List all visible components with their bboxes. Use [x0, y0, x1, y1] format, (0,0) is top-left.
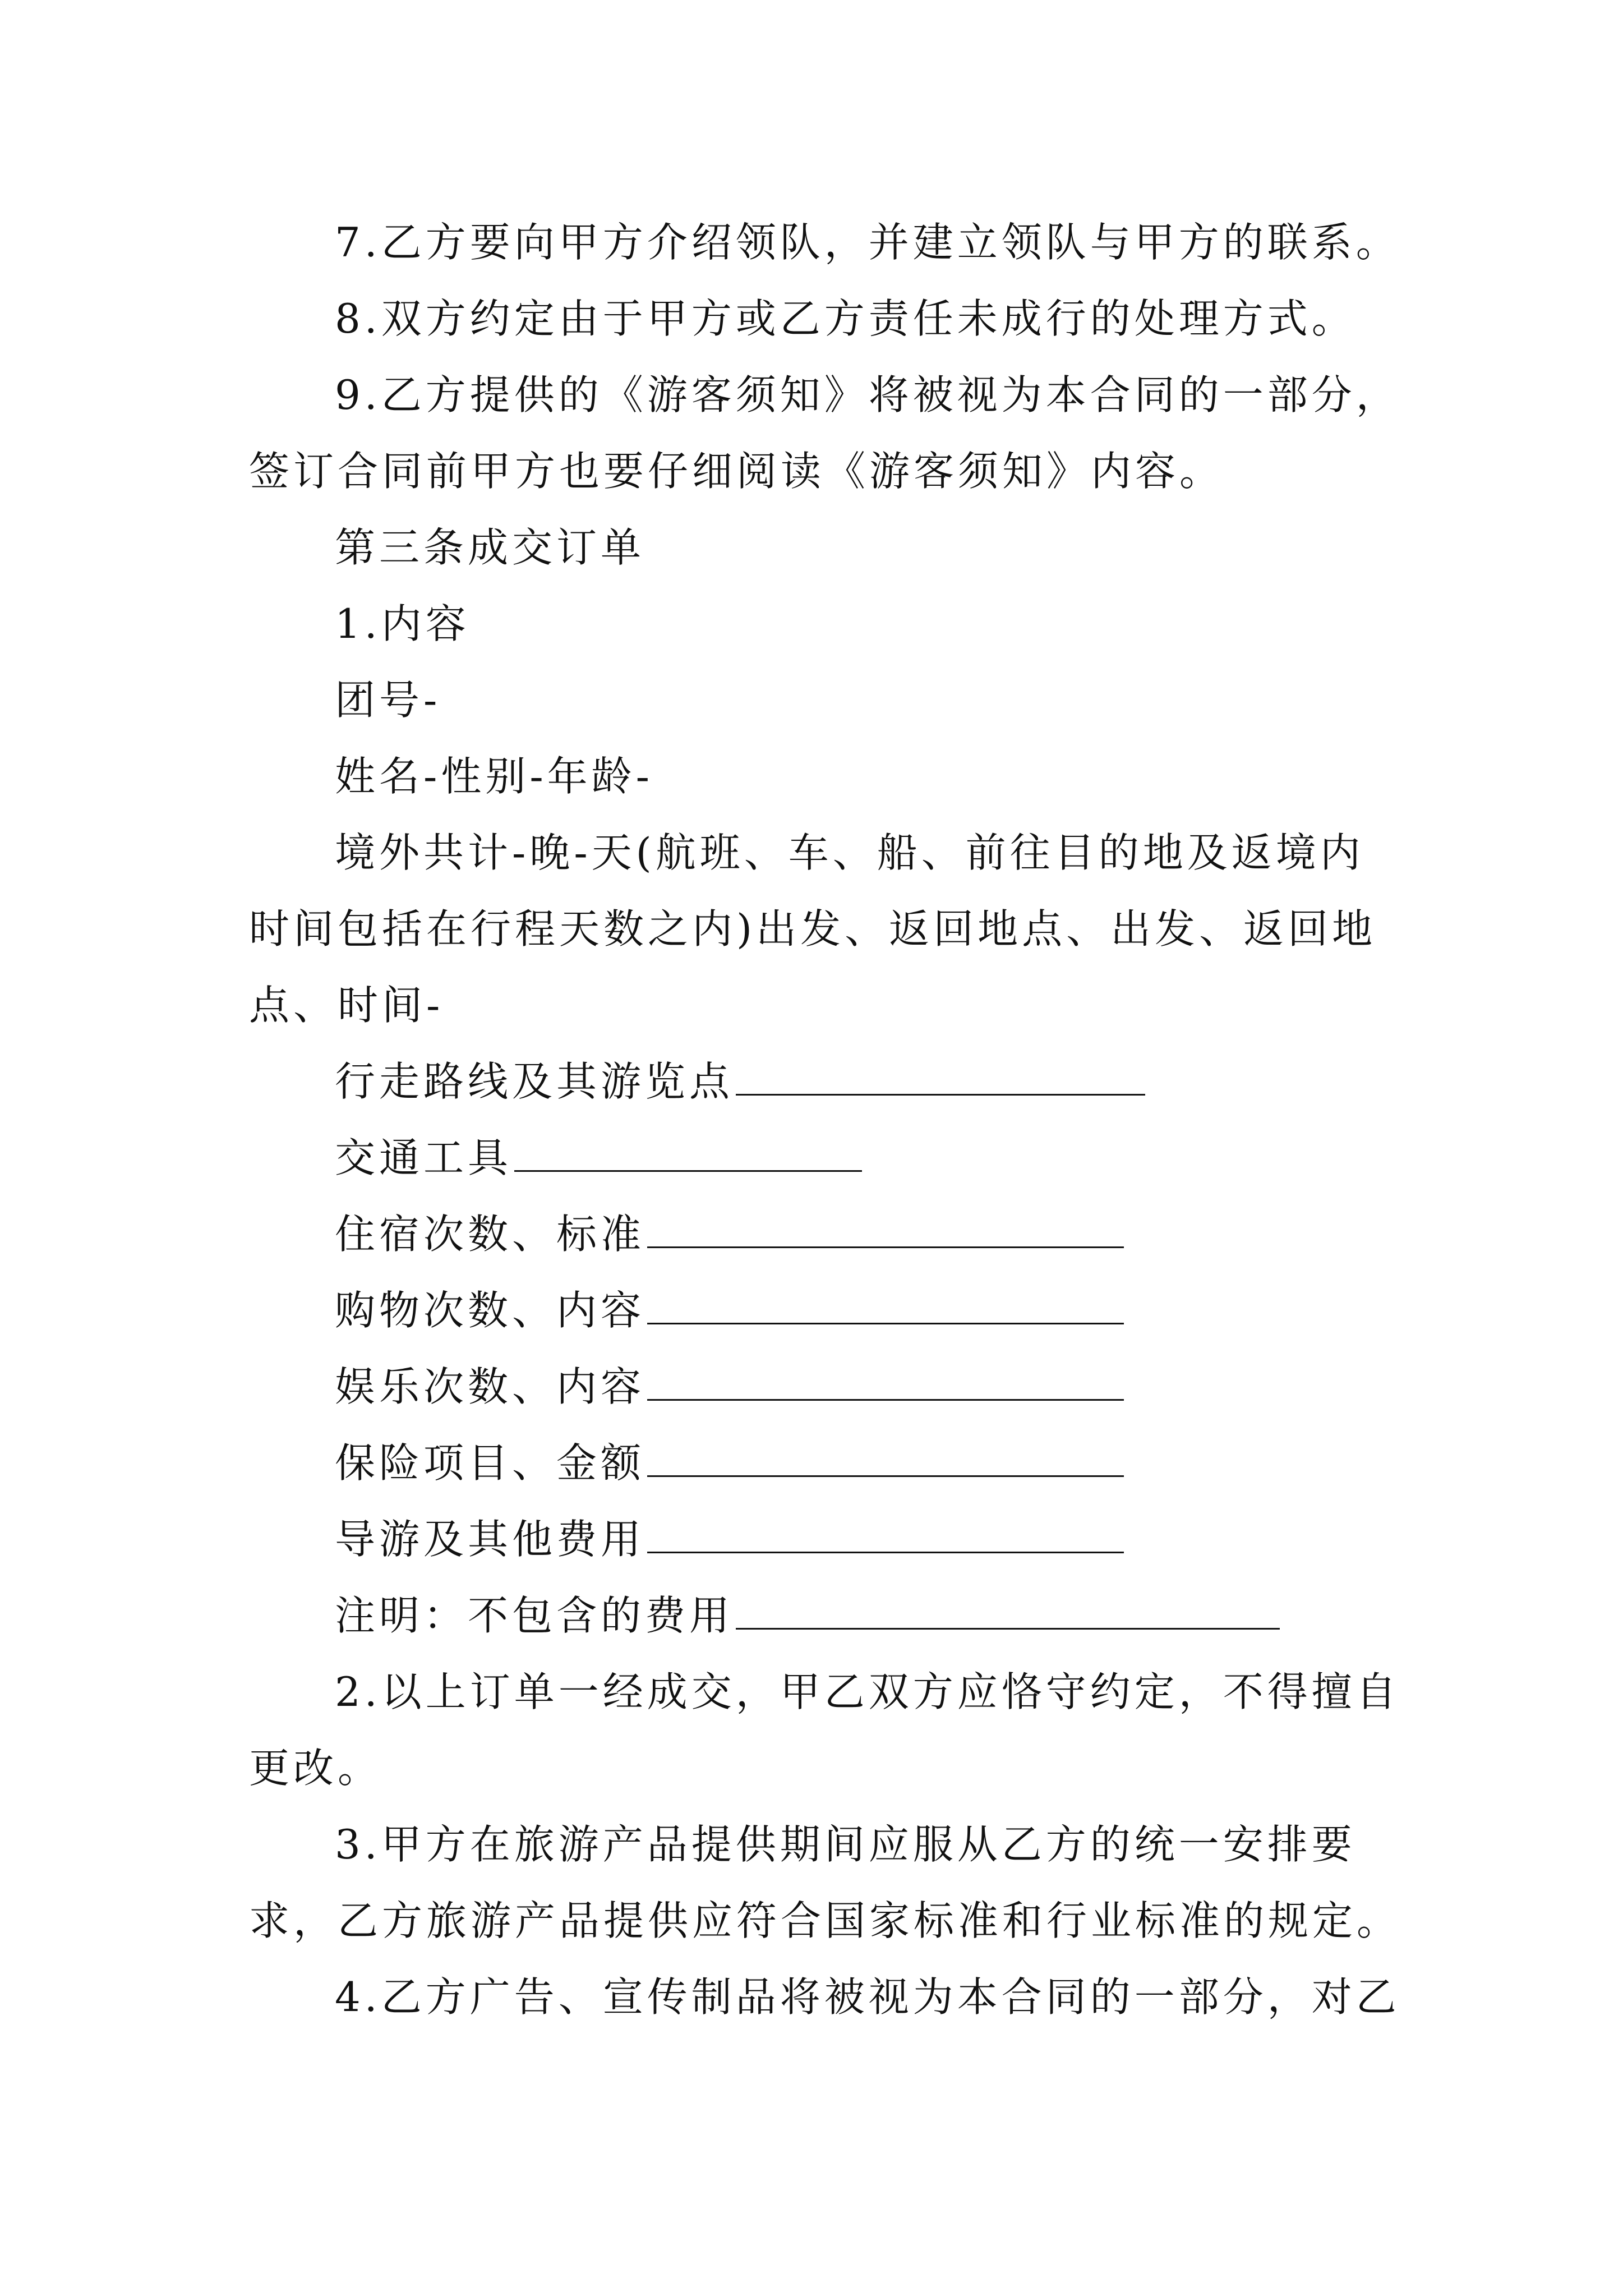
clause-7: 7.乙方要向甲方介绍领队，并建立领队与甲方的联系。: [335, 219, 1400, 266]
entertainment-field: [335, 1359, 1124, 1415]
route-blank[interactable]: [736, 1059, 1145, 1096]
item-3-line-2: 求，乙方旅游产品提供应符合国家标准和行业标准的规定。: [249, 1897, 1401, 1944]
clause-9-line-1: 9.乙方提供的《游客须知》将被视为本合同的一部分，: [335, 371, 1400, 418]
item-3-line-1: 3.甲方在旅游产品提供期间应服从乙方的统一安排要: [335, 1821, 1356, 1868]
insurance-label: 保险项目、金额: [335, 1439, 645, 1487]
entertainment-label: 娱乐次数、内容: [335, 1363, 645, 1410]
excluded-fees-blank[interactable]: [736, 1593, 1280, 1630]
accommodation-label: 住宿次数、标准: [335, 1211, 645, 1258]
guide-fees-label: 导游及其他费用: [335, 1516, 645, 1563]
transport-blank[interactable]: [514, 1135, 862, 1172]
transport-field: [335, 1130, 862, 1186]
itinerary-line-3: 点、时间-: [249, 982, 444, 1029]
clause-9-line-2: 签订合同前甲方也要仔细阅读《游客须知》内容。: [249, 448, 1224, 495]
accommodation-blank[interactable]: [647, 1212, 1124, 1248]
shopping-label: 购物次数、内容: [335, 1287, 645, 1334]
article-3-heading: 第三条成交订单: [335, 524, 645, 571]
item-2-line-1: 2.以上订单一经成交，甲乙双方应恪守约定，不得擅自: [335, 1668, 1400, 1715]
item-2-line-2: 更改。: [249, 1745, 382, 1792]
entertainment-blank[interactable]: [647, 1364, 1124, 1401]
item-1-content: 1.内容: [335, 600, 470, 647]
item-4-line-1: 4.乙方广告、宣传制品将被视为本合同的一部分，对乙: [335, 1973, 1400, 2021]
transport-label: 交通工具: [335, 1134, 513, 1181]
insurance-blank[interactable]: [647, 1441, 1124, 1477]
shopping-blank[interactable]: [647, 1288, 1124, 1324]
group-number-field: 团号-: [335, 677, 441, 724]
name-gender-age-field: 姓名-性别-年龄-: [335, 753, 653, 800]
clause-8: 8.双方约定由于甲方或乙方责任未成行的处理方式。: [335, 295, 1356, 342]
itinerary-line-1: 境外共计-晚-天(航班、车、船、前往目的地及返境内: [335, 829, 1364, 876]
shopping-field: [335, 1282, 1124, 1338]
route-field: [335, 1053, 1145, 1110]
guide-fees-blank[interactable]: [647, 1517, 1124, 1553]
route-label: 行走路线及其游览点: [335, 1058, 734, 1105]
excluded-fees-field: [335, 1588, 1280, 1644]
excluded-fees-label: 注明：不包含的费用: [335, 1592, 734, 1639]
accommodation-field: [335, 1206, 1124, 1262]
insurance-field: [335, 1435, 1124, 1491]
guide-fees-field: [335, 1511, 1124, 1567]
itinerary-line-2: 时间包括在行程天数之内)出发、返回地点、出发、返回地: [249, 905, 1377, 953]
